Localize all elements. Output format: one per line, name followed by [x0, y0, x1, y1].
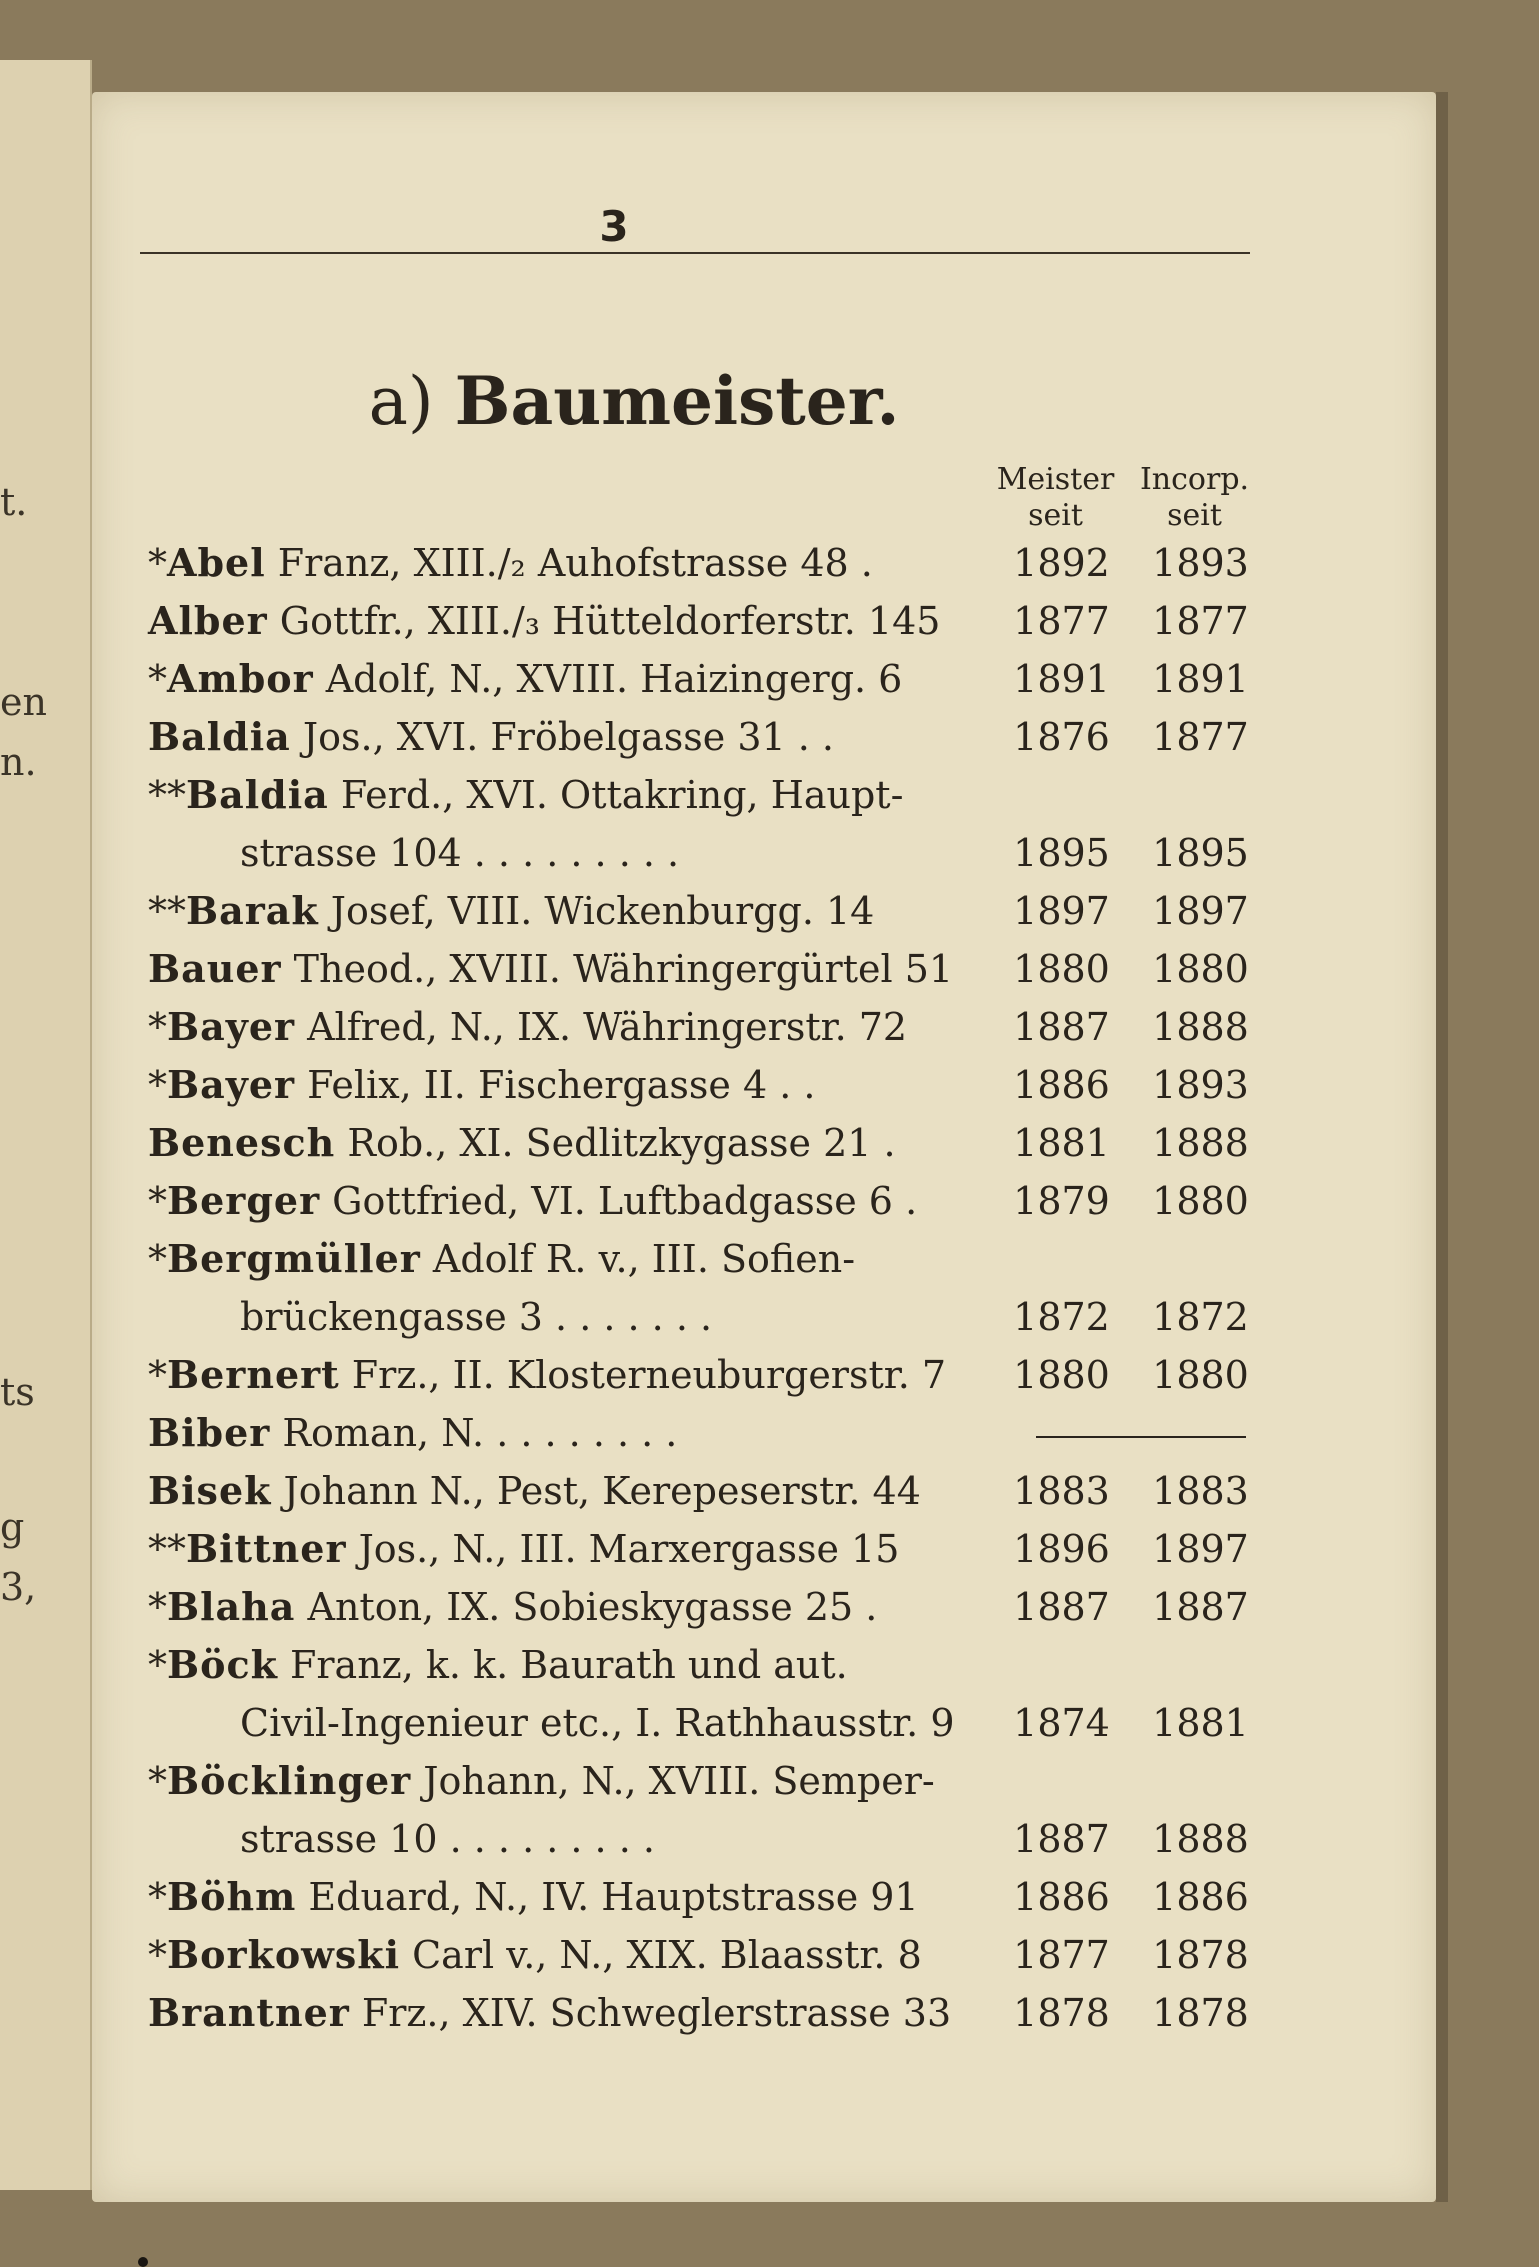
entry-incorp-empty [1133, 1629, 1268, 1687]
entry-mark: ** [148, 889, 186, 933]
column-header-meister [984, 462, 1127, 534]
entry-name-cell [148, 1513, 990, 1571]
entry-mark: * [148, 1933, 167, 1977]
entry-details: Franz, k. k. Baurath und aut. [277, 1643, 848, 1687]
entry-meister-empty [990, 759, 1133, 817]
entry-details: Rob., XI. Sedlitzkygasse 21 . [335, 1121, 896, 1165]
entry-name-cell [148, 1397, 990, 1455]
entry-name-cell [148, 1629, 990, 1687]
entry-mark: * [148, 1237, 167, 1281]
entry-continuation-cell [148, 1687, 990, 1745]
entry-mark: * [148, 1063, 167, 1107]
entry-meister-year: 1886 [1013, 1875, 1110, 1919]
column-header-line: Incorp. [1139, 462, 1250, 497]
entry-name-cell [148, 759, 990, 817]
table-row [148, 1745, 1268, 1803]
entry-surname: Bayer [167, 1062, 296, 1107]
entry-details: Gottfried, VI. Luftbadgasse 6 . [320, 1179, 918, 1223]
entry-name-cell [148, 1571, 990, 1629]
entry-incorp-empty [1133, 759, 1268, 817]
table-row [148, 991, 1268, 1049]
table-row [148, 1977, 1268, 2035]
entry-surname: Bernert [167, 1352, 340, 1397]
entry-surname: Bergmüller [167, 1236, 421, 1281]
entry-incorp-year: 1880 [1152, 1179, 1249, 1223]
table-row [148, 1165, 1268, 1223]
entry-name-cell [148, 527, 990, 585]
entry-incorp-year: 1888 [1152, 1121, 1249, 1165]
entry-meister-year: 1897 [1013, 889, 1110, 933]
entry-year-dash [990, 1397, 1268, 1455]
table-row [148, 1861, 1268, 1919]
entry-meister-year: 1880 [1013, 947, 1110, 991]
section-title: Baumeister. [454, 362, 900, 440]
table-row [148, 1049, 1268, 1107]
entry-name-cell [148, 1339, 990, 1397]
entry-continuation-cell [148, 1803, 990, 1861]
entry-incorp-empty [1133, 1745, 1268, 1803]
table-row [148, 1339, 1268, 1397]
entry-meister-year: 1876 [1013, 715, 1110, 759]
entry-surname: Böhm [167, 1874, 297, 1919]
entry-name-cell [148, 1977, 990, 2035]
entry-incorp-year: 1878 [1152, 1991, 1249, 2035]
table-row [148, 585, 1268, 643]
entry-incorp-year: 1893 [1152, 1063, 1249, 1107]
entry-surname: Baldia [186, 772, 329, 817]
entry-meister-year: 1877 [1013, 599, 1110, 643]
entry-incorp-year: 1872 [1152, 1295, 1249, 1339]
entry-meister-year: 1874 [1013, 1701, 1110, 1745]
entry-mark: * [148, 1875, 167, 1919]
entry-surname: Alber [148, 598, 268, 643]
entry-meister-year: 1887 [1013, 1005, 1110, 1049]
entry-incorp-year: 1878 [1152, 1933, 1249, 1977]
table-row [148, 1455, 1268, 1513]
entry-incorp-year: 1888 [1152, 1817, 1249, 1861]
table-row [148, 1513, 1268, 1571]
entry-continuation: strasse 104 . . . . . . . . . [240, 831, 680, 875]
entry-details: Frz., II. Klosterneuburgerstr. 7 [339, 1353, 947, 1397]
entry-name-cell [148, 991, 990, 1049]
entry-meister-year: 1872 [1013, 1295, 1110, 1339]
entry-mark: * [148, 1353, 167, 1397]
entry-mark: * [148, 1585, 167, 1629]
book-page [92, 92, 1436, 2202]
table-row [148, 759, 1268, 817]
column-header-line: seit [1028, 498, 1083, 533]
header-rule [140, 252, 1250, 254]
entry-surname: Böck [167, 1642, 278, 1687]
entry-meister-year: 1878 [1013, 1991, 1110, 2035]
entry-incorp-year: 1886 [1152, 1875, 1249, 1919]
entry-meister-year: 1881 [1013, 1121, 1110, 1165]
entry-meister-year: 1896 [1013, 1527, 1110, 1571]
entry-meister-year: 1886 [1013, 1063, 1110, 1107]
entry-details: Eduard, N., IV. Hauptstrasse 91 [296, 1875, 919, 1919]
entry-surname: Böcklinger [167, 1758, 412, 1803]
entry-name-cell [148, 643, 990, 701]
adjacent-page-text: t. [0, 480, 28, 524]
entry-meister-empty [990, 1629, 1133, 1687]
table-row [148, 1397, 1268, 1455]
entry-mark: ** [148, 1527, 186, 1571]
dash-line [1036, 1436, 1246, 1438]
entry-details: Theod., XVIII. Währingergürtel 51 [281, 947, 954, 991]
entry-details: Roman, N. . . . . . . . . [270, 1411, 678, 1455]
entry-surname: Bisek [148, 1468, 272, 1513]
entry-name-cell [148, 875, 990, 933]
entry-meister-year: 1895 [1013, 831, 1110, 875]
entry-continuation-cell [148, 817, 990, 875]
entry-name-cell [148, 1861, 990, 1919]
entry-incorp-year: 1897 [1152, 1527, 1249, 1571]
entry-details: Johann N., Pest, Kerepeserstr. 44 [271, 1469, 921, 1513]
entry-meister-year: 1891 [1013, 657, 1110, 701]
column-header-line: seit [1167, 498, 1222, 533]
entry-surname: Bauer [148, 946, 282, 991]
entry-surname: Borkowski [167, 1932, 401, 1977]
entry-surname: Biber [148, 1410, 271, 1455]
section-heading [92, 362, 1436, 440]
entry-details: Adolf R. v., III. Sofien- [420, 1237, 856, 1281]
adjacent-page-text: ts [0, 1370, 35, 1414]
adjacent-page-text: en [0, 680, 47, 724]
entry-name-cell [148, 1455, 990, 1513]
entry-mark: * [148, 1643, 167, 1687]
entry-surname: Bayer [167, 1004, 296, 1049]
entry-surname: Berger [167, 1178, 321, 1223]
entry-name-cell [148, 585, 990, 643]
table-row [148, 1919, 1268, 1977]
entry-details: Carl v., N., XIX. Blaasstr. 8 [400, 1933, 922, 1977]
entry-meister-year: 1892 [1013, 541, 1110, 585]
table-row [148, 933, 1268, 991]
entry-meister-empty [990, 1745, 1133, 1803]
entry-surname: Ambor [167, 656, 314, 701]
entry-incorp-year: 1897 [1152, 889, 1249, 933]
entry-incorp-year: 1888 [1152, 1005, 1249, 1049]
entry-continuation: Civil-Ingenieur etc., I. Rathhausstr. 9 [240, 1701, 955, 1745]
entry-details: Franz, XIII./₂ Auhofstrasse 48 . [265, 541, 873, 585]
entry-details: Jos., N., III. Marxergasse 15 [346, 1527, 900, 1571]
table-row [148, 1281, 1268, 1339]
entry-details: Ferd., XVI. Ottakring, Haupt- [328, 773, 904, 817]
adjacent-page-text: 3, [0, 1565, 37, 1609]
entry-name-cell [148, 1165, 990, 1223]
entry-surname: Blaha [167, 1584, 296, 1629]
entry-meister-year: 1883 [1013, 1469, 1110, 1513]
entry-name-cell [148, 1223, 990, 1281]
directory-table [148, 527, 1268, 2035]
entry-incorp-year: 1883 [1152, 1469, 1249, 1513]
entry-name-cell [148, 1107, 990, 1165]
entry-meister-year: 1887 [1013, 1817, 1110, 1861]
entry-surname: Baldia [148, 714, 291, 759]
entry-details: Anton, IX. Sobieskygasse 25 . [295, 1585, 878, 1629]
entry-details: Alfred, N., IX. Währingerstr. 72 [295, 1005, 908, 1049]
entry-incorp-year: 1877 [1152, 599, 1249, 643]
entry-continuation-cell [148, 1281, 990, 1339]
entry-details: Gottfr., XIII./₃ Hütteldorferstr. 145 [267, 599, 941, 643]
entry-name-cell [148, 701, 990, 759]
entry-incorp-year: 1887 [1152, 1585, 1249, 1629]
column-header-line: Meister [996, 462, 1115, 497]
entry-mark: * [148, 657, 167, 701]
table-row [148, 1223, 1268, 1281]
table-row [148, 643, 1268, 701]
entry-incorp-year: 1880 [1152, 947, 1249, 991]
ink-spot [138, 2257, 148, 2267]
entry-surname: Benesch [148, 1120, 336, 1165]
table-row [148, 817, 1268, 875]
entry-name-cell [148, 1049, 990, 1107]
adjacent-page-text: g [0, 1505, 25, 1549]
entry-mark: ** [148, 773, 186, 817]
entry-details: Frz., XIV. Schweglerstrasse 33 [349, 1991, 952, 2035]
table-row [148, 875, 1268, 933]
table-row [148, 527, 1268, 585]
entry-surname: Brantner [148, 1990, 350, 2035]
entry-incorp-year: 1891 [1152, 657, 1249, 701]
table-row [148, 1107, 1268, 1165]
entry-details: Felix, II. Fischergasse 4 . . [295, 1063, 816, 1107]
entry-meister-year: 1887 [1013, 1585, 1110, 1629]
entry-surname: Bittner [186, 1526, 347, 1571]
entry-incorp-empty [1133, 1223, 1268, 1281]
entry-details: Jos., XVI. Fröbelgasse 31 . . [290, 715, 835, 759]
table-row [148, 1629, 1268, 1687]
entry-name-cell [148, 933, 990, 991]
page-number: 3 [599, 202, 629, 251]
table-row [148, 1803, 1268, 1861]
table-row [148, 1687, 1268, 1745]
entry-name-cell [148, 1745, 990, 1803]
table-row [148, 701, 1268, 759]
entry-mark: * [148, 1179, 167, 1223]
entry-name-cell [148, 1919, 990, 1977]
entry-incorp-year: 1893 [1152, 541, 1249, 585]
page-shadow [1436, 92, 1448, 2202]
entry-meister-year: 1877 [1013, 1933, 1110, 1977]
entry-meister-empty [990, 1223, 1133, 1281]
entry-mark: * [148, 1005, 167, 1049]
table-row [148, 1571, 1268, 1629]
entry-incorp-year: 1877 [1152, 715, 1249, 759]
entry-details: Adolf, N., XVIII. Haizingerg. 6 [313, 657, 903, 701]
entry-continuation: brückengasse 3 . . . . . . . [240, 1295, 713, 1339]
entry-mark: * [148, 1759, 167, 1803]
entry-mark: * [148, 541, 167, 585]
adjacent-page-edge [0, 60, 92, 2190]
entry-continuation: strasse 10 . . . . . . . . . [240, 1817, 655, 1861]
entry-incorp-year: 1880 [1152, 1353, 1249, 1397]
entry-details: Johann, N., XVIII. Semper- [411, 1759, 935, 1803]
column-header-incorp [1127, 462, 1262, 534]
entry-incorp-year: 1881 [1152, 1701, 1249, 1745]
entry-meister-year: 1879 [1013, 1179, 1110, 1223]
section-letter: a) [368, 363, 434, 440]
entry-surname: Barak [186, 888, 319, 933]
entry-surname: Abel [167, 540, 266, 585]
entry-meister-year: 1880 [1013, 1353, 1110, 1397]
adjacent-page-text: n. [0, 740, 37, 784]
entry-incorp-year: 1895 [1152, 831, 1249, 875]
entry-details: Josef, VIII. Wickenburgg. 14 [318, 889, 875, 933]
